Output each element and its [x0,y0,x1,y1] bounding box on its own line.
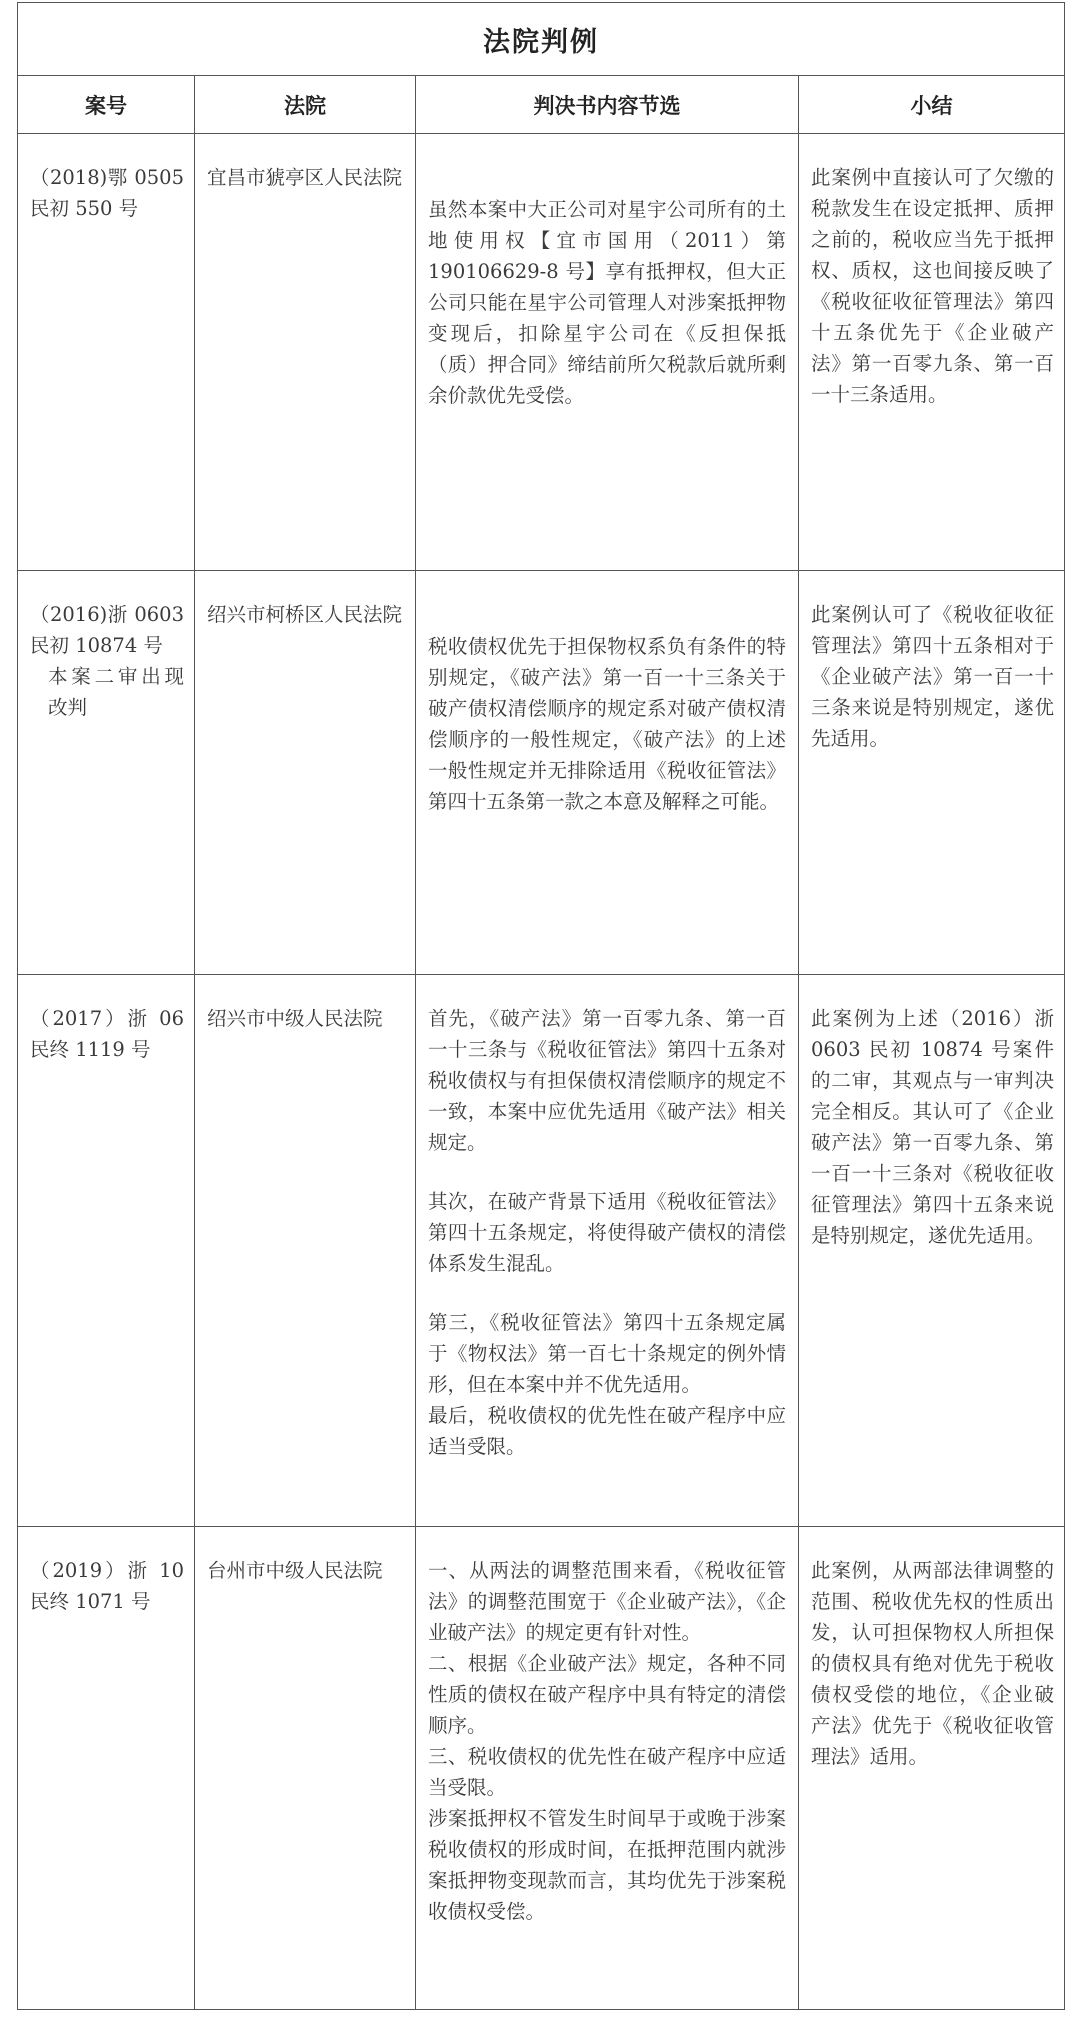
summary-cell [799,571,1065,975]
court-name: 绍兴市柯桥区人民法院 [207,603,403,626]
excerpt-cell [416,975,799,1527]
summary-cell [799,975,1065,1527]
excerpt-paragraph: 最后，税收债权的优先性在破产程序中应适当受限。 [428,1404,786,1458]
table-row [18,571,1065,975]
table-row [18,975,1065,1527]
header-summary: 小结 [799,76,1065,134]
excerpt-paragraph: 首先，《破产法》第一百零九条、第一百一十三条与《税收征管法》第四十五条对税收债权与有担保债权清偿顺序的规定不一致，本案中应优先适用《破产法》相关规定。 [428,1007,786,1154]
header-court: 法院 [195,76,416,134]
header-case-no: 案号 [18,76,195,134]
court-name: 绍兴市中级人民法院 [207,1007,383,1030]
excerpt-cell [416,134,799,571]
summary-cell [799,134,1065,571]
court-cell [195,1527,416,2010]
case-note: 本案二审出现改判 [48,665,184,719]
case-number: （2016)浙 0603 民初 10874 号 [30,603,184,657]
excerpt-paragraph: 一、从两法的调整范围来看，《税收征管法》的调整范围宽于《企业破产法》，《企业破产法》的规定更有针对性。 [428,1559,786,1644]
excerpt-paragraph: 二、根据《企业破产法》规定，各种不同性质的债权在破产程序中具有特定的清偿顺序。 [428,1652,786,1737]
table-row [18,134,1065,571]
excerpt-paragraph: 其次，在破产背景下适用《税收征管法》第四十五条规定，将使得破产债权的清偿体系发生混乱。 [428,1190,786,1275]
case-number: （2017）浙 06 民终 1119 号 [30,1007,184,1061]
excerpt-paragraph: 涉案抵押权不管发生时间早于或晚于涉案税收债权的形成时间，在抵押范围内就涉案抵押物变现款而言，其均优先于涉案税收债权受偿。 [428,1807,786,1923]
excerpt-paragraph: 税收债权优先于担保物权系负有条件的特别规定，《破产法》第一百一十三条关于破产债权清偿顺序的规定系对破产债权清偿顺序的一般性规定，《破产法》的上述一般性规定并无排除适用《税收征管法》第四十五条第一款之本意及解释之可能。 [428,635,786,813]
summary-text: 此案例，从两部法律调整的范围、税收优先权的性质出发，认可担保物权人所担保的债权具有绝对优先于税收债权受偿的地位，《企业破产法》优先于《税收征收管理法》适用。 [811,1559,1054,1768]
court-cell [195,571,416,975]
case-number: （2019）浙 10 民终 1071 号 [30,1559,184,1613]
excerpt-paragraph: 第三，《税收征管法》第四十五条规定属于《物权法》第一百七十条规定的例外情形，但在本案中并不优先适用。 [428,1311,786,1396]
court-cases-table [17,2,1065,2010]
court-name: 台州市中级人民法院 [207,1559,383,1582]
summary-text: 此案例认可了《税收征收征管理法》第四十五条相对于《企业破产法》第一百一十三条来说是特别规定，遂优先适用。 [811,603,1054,750]
excerpt-paragraph: 三、税收债权的优先性在破产程序中应适当受限。 [428,1745,786,1799]
summary-text: 此案例为上述（2016）浙 0603 民初 10874 号案件的二审，其观点与一审判决完全相反。其认可了《企业破产法》第一百零九条、第一百一十三条对《税收征收征管理法》第四十五条来说是特别规定，遂优先适用。 [811,1007,1054,1247]
case-number-cell [18,571,195,975]
table-title: 法院判例 [18,3,1065,76]
header-excerpt: 判决书内容节选 [416,76,799,134]
case-number-cell [18,975,195,1527]
court-cases-document [17,2,1064,2006]
table-row [18,1527,1065,2010]
case-number: （2018)鄂 0505 民初 550 号 [30,166,184,220]
excerpt-cell [416,1527,799,2010]
case-number-cell [18,134,195,571]
court-cell [195,134,416,571]
case-number-cell [18,1527,195,2010]
court-name: 宜昌市猇亭区人民法院 [207,166,403,189]
summary-text: 此案例中直接认可了欠缴的税款发生在设定抵押、质押之前的，税收应当先于抵押权、质权，这也间接反映了《税收征收征管理法》第四十五条优先于《企业破产法》第一百零九条、第一百一十三条适用。 [811,166,1054,406]
court-cell [195,975,416,1527]
excerpt-paragraph: 虽然本案中大正公司对星宇公司所有的土地使用权【宜市国用（2011）第 190106629-8 号】享有抵押权，但大正公司只能在星宇公司管理人对涉案抵押物变现后，扣除星宇公司在《反担保抵（质）押合同》缔结前所欠税款后就所剩余价款优先受偿。 [428,198,786,407]
excerpt-cell [416,571,799,975]
summary-cell [799,1527,1065,2010]
